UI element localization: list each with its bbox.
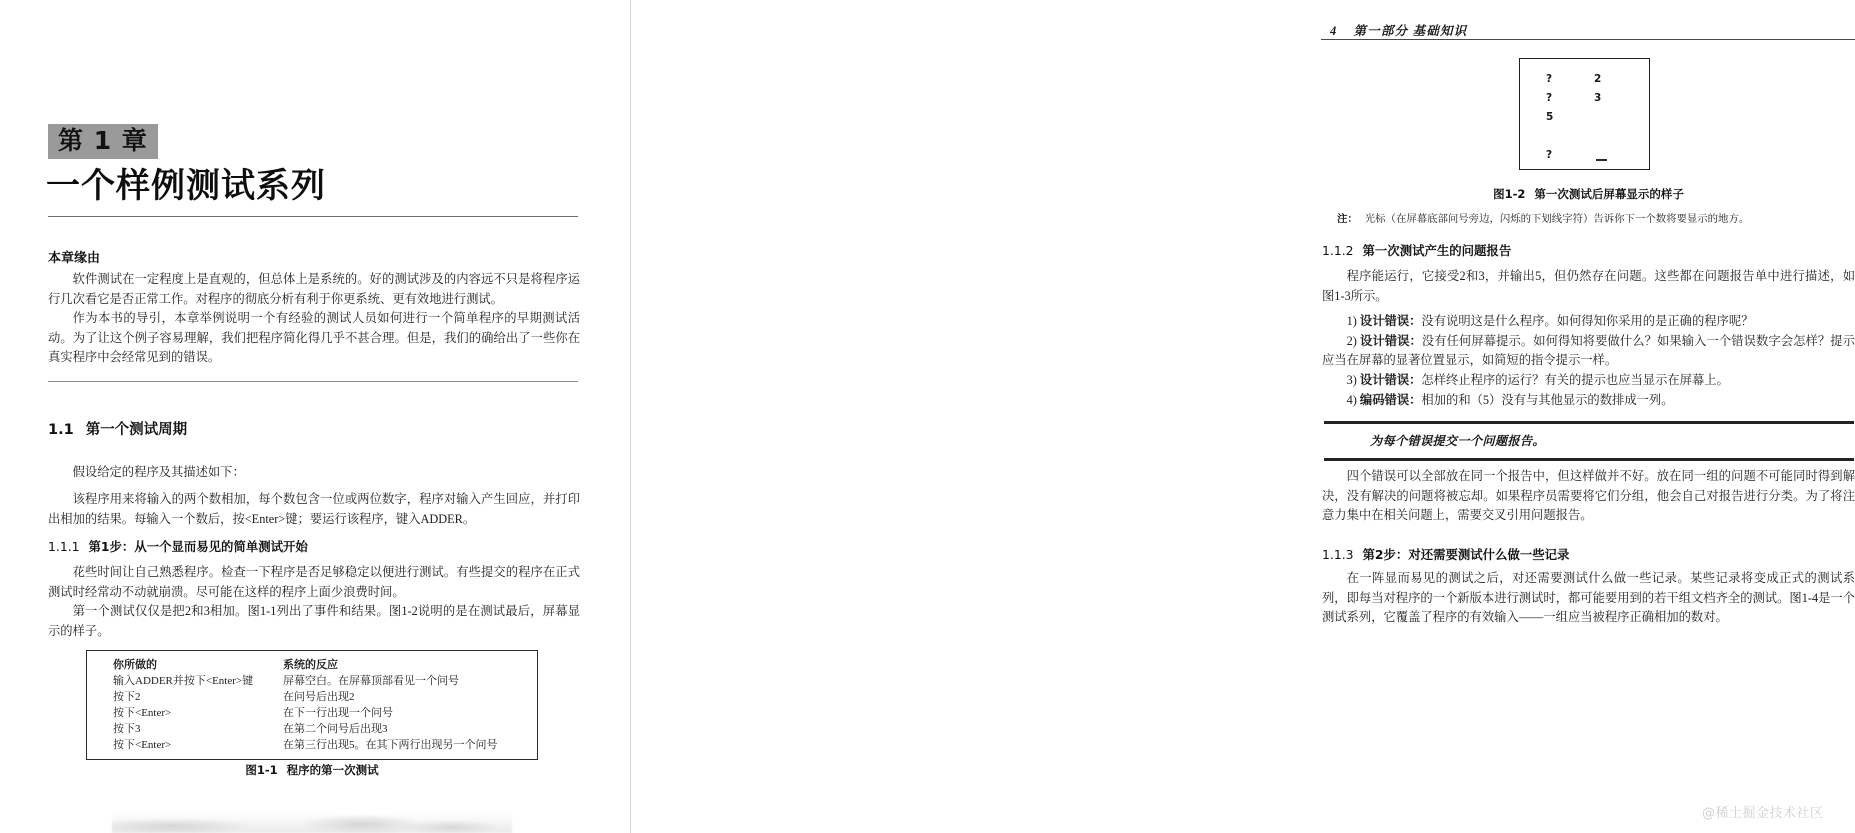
figure-1-2-screen — [1519, 58, 1650, 170]
figure-number: 图1-1 — [245, 763, 278, 777]
paragraph: 作为本书的导引，本章举例说明一个有经验的测试人员如何进行一个简单程序的早期测试活动。为了让这个例子容易理解，我们把程序简化得几乎不甚合理。但是，我们的确给出了一些你在真实程序中会经常见到的错误。 — [48, 311, 580, 365]
paragraph: 程序能运行，它接受2和3，并输出5，但仍然存在问题。这些都在问题报告单中进行描述，如图1-3所示。 — [1322, 269, 1855, 303]
site-watermark: @稀土掘金技术社区 — [1702, 806, 1824, 821]
table-row — [87, 689, 537, 705]
cell-action: 按下<Enter> — [113, 707, 172, 720]
paragraph-after-callout — [1322, 467, 1855, 526]
scan-artifact — [112, 800, 512, 833]
list-marker: 4) — [1346, 392, 1357, 407]
section-heading-origin: 本章缘由 — [48, 251, 101, 266]
heading-1-1-1 — [48, 537, 308, 555]
error-kind: 设计错误： — [1359, 373, 1422, 388]
running-head-rule — [1321, 39, 1855, 40]
figure-title: 第一次测试后屏幕显示的样子 — [1534, 187, 1684, 201]
section-1-1-1-body — [48, 563, 580, 641]
figure-number: 图1-2 — [1493, 187, 1526, 201]
heading-1-1 — [48, 418, 187, 439]
heading-text: 第2步：对还需要测试什么做一些记录 — [1362, 547, 1570, 562]
error-text: 没有说明这是什么程序。如何得知你采用的是正确的程序呢？ — [1421, 314, 1754, 328]
cell-response: 在第三行出现5。在其下两行出现另一个问号 — [283, 739, 498, 752]
note-label: 注： — [1337, 214, 1358, 225]
table-row — [87, 673, 537, 689]
column-header-response: 系统的反应 — [283, 659, 338, 671]
list-marker: 2) — [1346, 333, 1357, 348]
cell-response: 屏幕空白。在屏幕顶部看见一个问号 — [283, 675, 459, 688]
note-text: 光标（在屏幕底部问号旁边，闪烁的下划线字符）告诉你下一个数将要显示的地方。 — [1364, 214, 1750, 225]
heading-number: 1.1.3 — [1322, 547, 1354, 562]
section-1-1-3-body — [1322, 569, 1855, 628]
paragraph: 该程序用来将输入的两个数相加，每个数包含一位或两位数字，程序对输入产生回应，并打印出相加的结果。每输入一个数后，按<Enter>键；要运行该程序，键入ADDER。 — [48, 492, 580, 526]
section-1-1-body-2 — [48, 490, 580, 529]
screen-prompt-cursor-line: ? — [1546, 149, 1553, 161]
heading-number: 1.1.1 — [48, 539, 80, 554]
cell-response: 在第二个问号后出现3 — [283, 723, 388, 736]
chapter-number-badge: 第 1 章 — [48, 124, 158, 159]
list-item — [1322, 371, 1855, 391]
heading-1-1-3 — [1322, 545, 1569, 563]
error-kind: 设计错误： — [1360, 333, 1422, 348]
paragraph: 软件测试在一定程度上是直观的，但总体上是系统的。好的测试涉及的内容远不只是将程序运行几次看它是否正常工作。对程序的彻底分析有利于你更系统、更有效地进行测试。 — [48, 272, 580, 306]
error-kind: 设计错误： — [1359, 314, 1422, 328]
section-1-1-2-body — [1322, 267, 1855, 306]
cell-action: 输入ADDER并按下<Enter>键 — [113, 675, 254, 688]
list-item — [1322, 332, 1855, 371]
cell-action: 按下2 — [113, 691, 141, 704]
chapter-title: 一个样例测试系列 — [46, 166, 326, 206]
table-row — [87, 705, 537, 721]
screen-prompt: ? — [1546, 92, 1553, 104]
paragraph: 假设给定的程序及其描述如下： — [72, 465, 245, 479]
paragraph: 在一阵显而易见的测试之后，对还需要测试什么做一些记录。某些记录将变成正式的测试系列，即每当对程序的一个新版本进行测试时，都可能要用到的若干组文档齐全的测试。图1-4是一个测试系列，它覆盖了程序的有效输入——一组应当被程序正确相加的数对。 — [1322, 571, 1855, 625]
left-page — [0, 0, 630, 833]
list-marker: 1) — [1346, 314, 1357, 328]
cell-action: 按下<Enter> — [113, 739, 172, 752]
figure-1-1-table — [86, 650, 538, 760]
heading-1-1-2 — [1322, 241, 1511, 259]
callout-box — [1324, 421, 1854, 461]
table-header-row — [87, 657, 537, 673]
paragraph: 花些时间让自己熟悉程序。检查一下程序是否足够稳定以便进行测试。有些提交的程序在正式测试时经常动不动就崩溃。尽可能在这样的程序上面少浪费时间。 — [48, 565, 580, 599]
running-head — [1330, 21, 1467, 39]
chapter-title-rule — [48, 216, 578, 217]
column-header-action: 你所做的 — [113, 659, 157, 671]
paragraph: 四个错误可以全部放在同一个报告中，但这样做并不好。放在同一组的问题不可能同时得到解决，没有解决的问题将被忘却。如果程序员需要将它们分组，他会自己对报告进行分类。为了将注意力集中在相关问题上，需要交叉引用问题报告。 — [1322, 469, 1855, 523]
screen-value: 2 — [1594, 73, 1602, 85]
cell-response: 在问号后出现2 — [283, 691, 355, 704]
figure-1-1-caption — [86, 762, 538, 778]
error-text: 相加的和（5）没有与其他显示的数排成一列。 — [1421, 392, 1674, 407]
callout-text: 为每个错误提交一个问题报告。 — [1370, 434, 1545, 448]
origin-body — [48, 270, 580, 368]
figure-1-2-caption — [1322, 186, 1855, 202]
heading-text: 第一次测试产生的问题报告 — [1362, 243, 1512, 258]
screen-prompt: ? — [1546, 73, 1553, 85]
table-row — [87, 737, 537, 753]
paragraph: 第一个测试仅仅是把2和3相加。图1-1列出了事件和结果。图1-2说明的是在测试最后，屏幕显示的样子。 — [48, 604, 580, 638]
screen-cursor-icon — [1596, 159, 1607, 161]
screen-sum: 5 — [1546, 111, 1554, 123]
page-number: 4 — [1330, 24, 1338, 38]
right-page — [631, 0, 1855, 833]
error-list — [1322, 312, 1855, 411]
screen-value: 3 — [1594, 92, 1602, 104]
error-text: 没有任何屏幕提示。如何得知将要做什么？如果输入一个错误数字会怎样？提示应当在屏幕的显著位置显示，如简短的指令提示一样。 — [1322, 333, 1855, 368]
heading-number: 1.1 — [48, 422, 74, 438]
heading-number: 1.1.2 — [1322, 243, 1354, 258]
error-text: 怎样终止程序的运行？有关的提示也应当显示在屏幕上。 — [1421, 373, 1729, 388]
heading-text: 第1步：从一个显而易见的简单测试开始 — [88, 539, 308, 554]
figure-note — [1337, 212, 1847, 227]
section-1-1-body — [48, 463, 580, 483]
cell-action: 按下3 — [113, 723, 141, 736]
error-kind: 编码错误： — [1359, 392, 1422, 407]
list-item — [1322, 312, 1855, 332]
running-head-text: 第一部分 基础知识 — [1353, 24, 1468, 38]
heading-text: 第一个测试周期 — [85, 422, 188, 438]
cell-response: 在下一行出现一个问号 — [283, 707, 393, 720]
section-divider-rule — [48, 381, 578, 382]
figure-title: 程序的第一次测试 — [286, 763, 379, 777]
list-marker: 3) — [1346, 373, 1357, 388]
table-row — [87, 721, 537, 737]
list-item — [1322, 391, 1855, 411]
